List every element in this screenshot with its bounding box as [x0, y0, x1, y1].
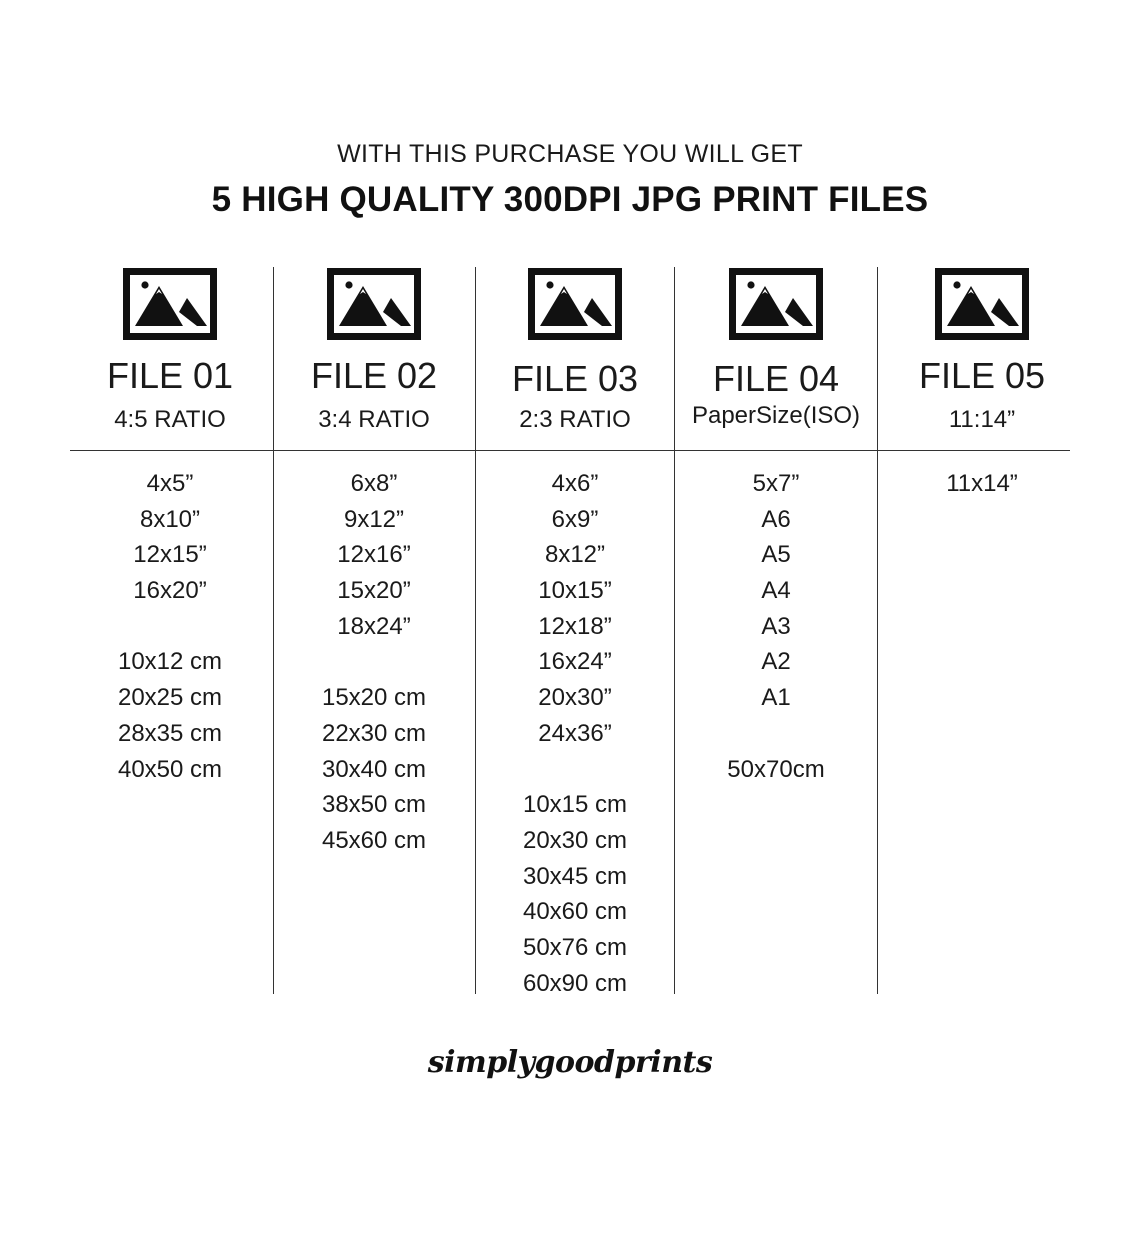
size-item: 24x36”	[538, 719, 612, 747]
brand-logo: simplygoodprints	[427, 1045, 713, 1080]
size-item: 10x15 cm	[522, 791, 628, 819]
size-item: 45x60 cm	[321, 826, 427, 854]
file-column	[274, 268, 474, 998]
size-item: 20x25 cm	[117, 684, 223, 712]
size-item: 11x14”	[946, 470, 1018, 497]
size-item: 50x70cm	[727, 755, 825, 783]
size-list	[882, 466, 1082, 502]
size-item: 15x20 cm	[321, 684, 427, 712]
size-item: 30x40 cm	[321, 755, 427, 783]
ratio-label: 4:5 RATIO	[114, 406, 226, 433]
size-item: A3	[761, 612, 791, 640]
size-list	[475, 466, 675, 1001]
size-item: 16x24”	[538, 648, 612, 676]
size-item: A4	[761, 577, 791, 605]
size-item: 12x18”	[538, 612, 612, 640]
size-item: 18x24”	[337, 612, 411, 640]
file-label: FILE 01	[106, 355, 234, 396]
size-item: 20x30 cm	[522, 826, 628, 854]
column-divider	[877, 267, 878, 994]
size-item: A6	[761, 505, 791, 533]
size-item: 10x12 cm	[117, 648, 223, 676]
image-icon	[528, 268, 622, 345]
file-column	[475, 268, 675, 998]
file-label: FILE 02	[310, 355, 438, 396]
file-label: FILE 04	[712, 358, 840, 399]
size-item: 15x20”	[337, 577, 411, 605]
size-item: 6x8”	[350, 470, 398, 497]
ratio-label: PaperSize(ISO)	[691, 402, 861, 429]
size-spacer	[475, 752, 675, 788]
file-column	[882, 268, 1082, 998]
size-item: 9x12”	[343, 505, 405, 533]
size-list	[274, 466, 474, 859]
size-item: 20x30”	[538, 684, 612, 712]
size-item: 40x50 cm	[117, 755, 223, 783]
file-column	[676, 268, 876, 998]
size-item: 38x50 cm	[321, 791, 427, 819]
file-column	[70, 268, 270, 998]
size-item: 8x12”	[544, 541, 606, 569]
size-item: 60x90 cm	[522, 969, 628, 997]
size-item: 50x76 cm	[522, 933, 628, 961]
size-item: A5	[761, 541, 791, 569]
size-spacer	[274, 644, 474, 680]
size-item: 16x20”	[133, 577, 207, 605]
size-item: 22x30 cm	[321, 719, 427, 747]
size-item: 8x10”	[139, 505, 201, 533]
size-item: A2	[761, 648, 791, 676]
size-item: 10x15”	[538, 577, 612, 605]
size-item: 12x15”	[133, 541, 207, 569]
image-icon	[729, 268, 823, 345]
size-item: 28x35 cm	[117, 719, 223, 747]
file-label: FILE 03	[511, 358, 639, 399]
size-item: 4x6”	[551, 470, 599, 497]
size-item: A1	[761, 684, 791, 712]
ratio-label: 3:4 RATIO	[318, 406, 430, 433]
size-list	[676, 466, 876, 787]
size-spacer	[676, 716, 876, 752]
page-title: 5 HIGH QUALITY 300DPI JPG PRINT FILES	[211, 180, 929, 219]
ratio-label: 2:3 RATIO	[519, 406, 631, 433]
subtitle: WITH THIS PURCHASE YOU WILL GET	[337, 140, 803, 168]
size-spacer	[70, 609, 270, 645]
size-item: 5x7”	[752, 470, 800, 497]
size-item: 40x60 cm	[522, 898, 628, 926]
image-icon	[327, 268, 421, 345]
size-list	[70, 466, 270, 787]
image-icon	[123, 268, 217, 345]
size-item: 30x45 cm	[522, 862, 628, 890]
size-item: 6x9”	[551, 505, 599, 533]
file-label: FILE 05	[918, 355, 1046, 396]
size-item: 4x5”	[146, 470, 194, 497]
size-item: 12x16”	[337, 541, 411, 569]
image-icon	[935, 268, 1029, 345]
ratio-label: 11:14”	[948, 406, 1016, 433]
